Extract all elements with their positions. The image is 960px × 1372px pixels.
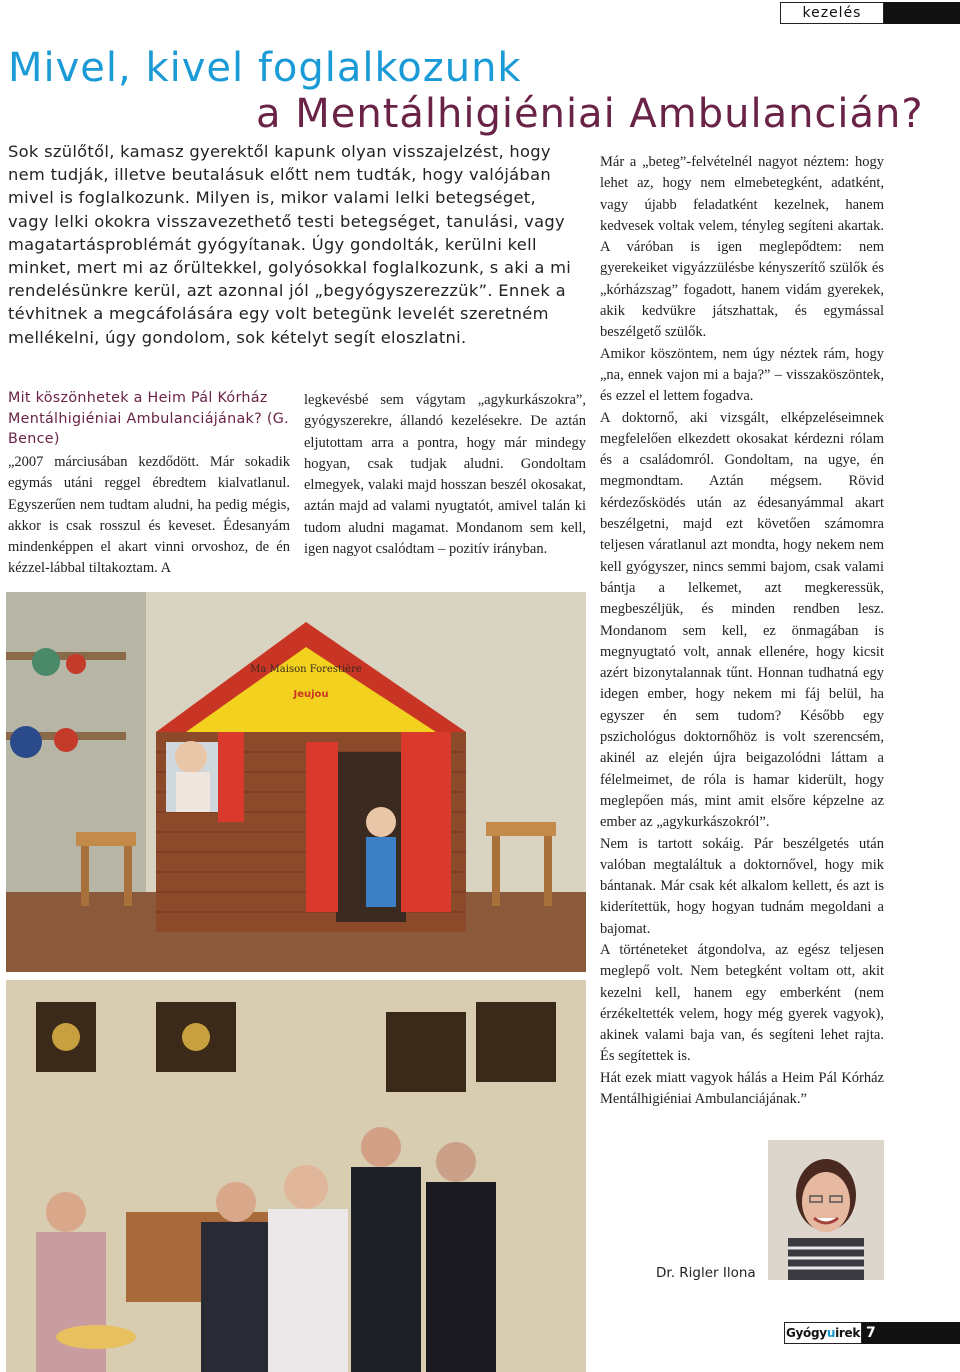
column-3-paragraph-2: Amikor köszöntem, nem úgy néztek rám, hogy „na, ennek vajon mi a baja?” – visszaköszöntek, és ezzel el lettem fogadva. bbox=[600, 345, 884, 405]
column-3-paragraph-3: A doktornő, aki vizsgált, elképzeléseimnek megfelelően elkezdett okosakat kérdezni rólam és a családomról. Gondoltam, na ugye, én megmondtam. Aztán mégsem. Rövid kérdezősködés után az édesanyámmal akart beszélgetni, majd ezt követően számomra teljesen váratlanul azt mondta, hogy nekem nem kell gyógyszer, nincs semmi bajom, csak valami bántja a lelkemet, azt megkeressük, megbeszéljük, és minden rendben lesz. Mondanom sem kell, ez önmagában is megnyugtató volt, annak ellenére, hogy kicsit azért bizonytalannak tűnt. Honnan tudhatná egy idegen ember, hogy nekem mi fáj belül, ha egyszer én sem tudom? Később egy pszichológus doktornőhöz is volt szerencsém, akinél az elején újra beigazolódni láttam a félelmeimet, de róla is hamar kiderült, hogy meglepően más, mint amit elsőre képzelne az ember az „agykurkászokról”. bbox=[600, 409, 884, 831]
intro-paragraph bbox=[8, 140, 580, 349]
column-3-paragraph-4: Nem is tartott sokáig. Pár beszélgetés után valóban megtaláltuk a doktornővel, hogy mik bántanak. Már csak két alkalom kellett, és azt is kiderítettük, hogy hogyan tudnám megoldani a bajomat. bbox=[600, 835, 884, 937]
title-line-1: Mivel, kivel foglalkozunk bbox=[8, 45, 522, 91]
photo-illustration bbox=[6, 592, 586, 1372]
column-3 bbox=[600, 152, 884, 1110]
section-bar bbox=[884, 2, 960, 24]
column-1-paragraph: „2007 márciusában kezdődött. Már sokadik egymás utáni reggel ébredtem kialvatlanul. Egyszerűen nem tudtam aludni, ha pedig mégis, akkor is csak rosszul és keveset. Édesanyám mindenképpen el akart vinni orvoshoz, de én kézzel-lábbal tiltakoztam. A bbox=[8, 454, 290, 577]
section-label: kezelés bbox=[780, 2, 884, 24]
portrait-caption: Dr. Rigler Ilona bbox=[656, 1265, 756, 1281]
page-number: 7 bbox=[862, 1322, 960, 1344]
logo-part-3: irek bbox=[835, 1326, 861, 1340]
logo-part-1: Gyógy bbox=[785, 1326, 827, 1340]
playhouse-brand: Jeujou bbox=[293, 689, 329, 700]
intro-text: Sok szülőtől, kamasz gyerektől kapunk olyan visszajelzést, hogy nem tudják, illetve beutalásuk előtt nem tudták, hogy valójában mivel is foglalkozunk. Milyen is, mikor valami lelki betegséget, vagy lelki okokra visszavezethető testi betegséget, tanulási, vagy magatartásproblémát gyógyítanak. Úgy gondolták, kerülni kell minket, mert mi az őrültekkel, golyósokkal foglalkozunk, s aki a mi rendelésünkre kerül, azt azonnal jól „begyógyszerezzük”. Ennek a tévhitnek a megcáfolására egy volt betegünk levelét szeretném mellékelni, úgy gondolom, sok kételyt segít eloszlatni. bbox=[8, 142, 572, 347]
letter-heading: Mit köszönhetek a Heim Pál Kórház Mentálhigiéniai Ambulanciájának? (G. Bence) bbox=[8, 390, 289, 447]
column-2-paragraph: legkevésbé sem vágytam „agykurkászokra”, gyógyszerekre, állandó kezelésekre. De aztán eljutottam arra a pontra, hogy már mindegy hogyan, csak tudjak aludni. Gondoltam elmegyek, valaki majd hosszan beszél okosakat, aztán majd ad valami nyugtatót, amivel talán ki tudom aludni magamat. Mondanom sem kell, igen nagyot csalódtam – pozitív irányban. bbox=[304, 392, 586, 558]
column-1 bbox=[8, 452, 290, 580]
column-2 bbox=[304, 390, 586, 560]
title-line-2: a Mentálhigiéniai Ambulancián? bbox=[256, 91, 924, 137]
column-3-paragraph-5: A történeteket átgondolva, az egész teljesen meglepő volt. Nem betegként voltam ott, akit kezelni kell, hanem egy emberként (nem érzékeltették velem, hogy még gyerek vagyok), akinek valami baja van, és segíteni lehet rajta. És segítettek is. bbox=[600, 941, 884, 1065]
playhouse-sign: Ma Maison Forestière bbox=[250, 664, 362, 675]
section-tag bbox=[780, 2, 960, 24]
waiting-room-photo bbox=[6, 592, 586, 1372]
column-3-paragraph-1: Már a „beteg”-felvételnél nagyot néztem: hogy lehet az, hogy nem elmebetegként, adatként, vagy újabb feladatként kezelnek, hanem kedvesek voltak velem, tényleg segíteni akartak. A váróban is igen meglepődtem: nem gyerekeiket vigyázzülésbe kényszerítő szülők és „kórházszag” fogadott, hanem vidám gyerekek, akik kedvükre játszhattak, és egymással beszélgető szülők. bbox=[600, 154, 884, 341]
column-3-paragraph-6: Hát ezek miatt vagyok hálás a Heim Pál Kórház Mentálhigiéniai Ambulanciájának.” bbox=[600, 1069, 884, 1108]
logo-part-2: u bbox=[826, 1326, 836, 1340]
author-portrait bbox=[768, 1140, 884, 1280]
portrait-illustration bbox=[768, 1140, 884, 1280]
magazine-logo bbox=[784, 1322, 862, 1344]
